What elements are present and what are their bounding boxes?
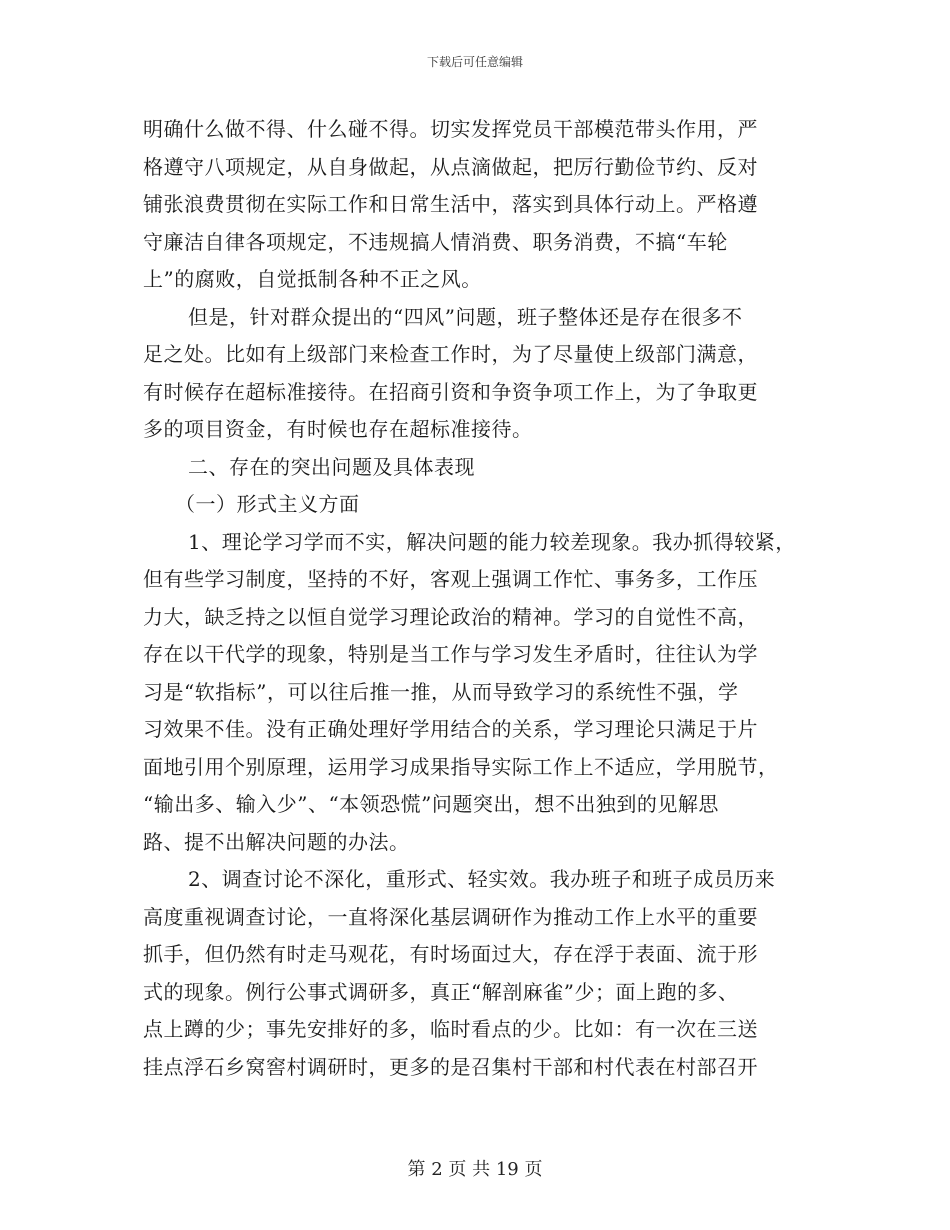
text-line: 面地引用个别原理，运用学习成果指导实际工作上不适应，学用脱节， [143, 755, 779, 779]
text-line: 存在以干代学的现象，特别是当工作与学习发生矛盾时，往往认为学 [143, 642, 758, 666]
subsection-heading: （一）形式主义方面 [175, 492, 360, 516]
text-line: 上”的腐败，自觉抵制各种不正之风。 [143, 267, 482, 291]
text-line: 力大，缺乏持之以恒自觉学习理论政治的精神。学习的自觉性不高， [143, 605, 758, 629]
page-header: 下载后可任意编辑 [426, 55, 523, 69]
section-heading: 二、存在的突出问题及具体表现 [188, 455, 475, 479]
text-line: 1、理论学习学而不实，解决问题的能力较差现象。我办抓得较紧， [188, 530, 796, 554]
text-line: 铺张浪费贯彻在实际工作和日常生活中，落实到具体行动上。严格遵 [143, 192, 758, 216]
text-line: 点上蹲的少；事先安排好的多，临时看点的少。比如：有一次在三送 [143, 1017, 758, 1041]
text-line: 但有些学习制度，坚持的不好，客观上强调工作忙、事务多，工作压 [143, 567, 758, 591]
text-line: 有时候存在超标准接待。在招商引资和争资争项工作上，为了争取更 [143, 380, 758, 404]
text-line: 习效果不佳。没有正确处理好学用结合的关系，学习理论只满足于片 [143, 717, 758, 741]
text-line: 格遵守八项规定，从自身做起，从点滴做起，把厉行勤俭节约、反对 [143, 155, 758, 179]
text-line: “输出多、输入少”、“本领恐慌”问题突出，想不出独到的见解思 [143, 792, 719, 816]
text-line: 但是，针对群众提出的“四风”问题，班子整体还是存在很多不 [188, 305, 743, 329]
text-line: 挂点浮石乡窝窖村调研时，更多的是召集村干部和村代表在村部召开 [143, 1055, 758, 1079]
text-line: 多的项目资金，有时候也存在超标准接待。 [143, 417, 533, 441]
text-line: 高度重视调查讨论，一直将深化基层调研作为推动工作上水平的重要 [143, 905, 758, 929]
text-line: 式的现象。例行公事式调研多，真正“解剖麻雀”少；面上跑的多、 [143, 980, 739, 1004]
text-line: 明确什么做不得、什么碰不得。切实发挥党员干部模范带头作用，严 [143, 117, 758, 141]
text-line: 抓手，但仍然有时走马观花，有时场面过大，存在浮于表面、流于形 [143, 942, 758, 966]
page-footer: 第 2 页 共 19 页 [407, 1159, 543, 1180]
text-line: 足之处。比如有上级部门来检查工作时，为了尽量使上级部门满意， [143, 342, 758, 366]
text-line: 习是“软指标”，可以往后推一推，从而导致学习的系统性不强，学 [143, 680, 739, 704]
text-line: 2、调查讨论不深化，重形式、轻实效。我办班子和班子成员历来 [188, 867, 776, 891]
text-line: 守廉洁自律各项规定，不违规搞人情消费、职务消费，不搞“车轮 [143, 230, 728, 254]
text-line: 路、提不出解决问题的办法。 [143, 830, 410, 854]
